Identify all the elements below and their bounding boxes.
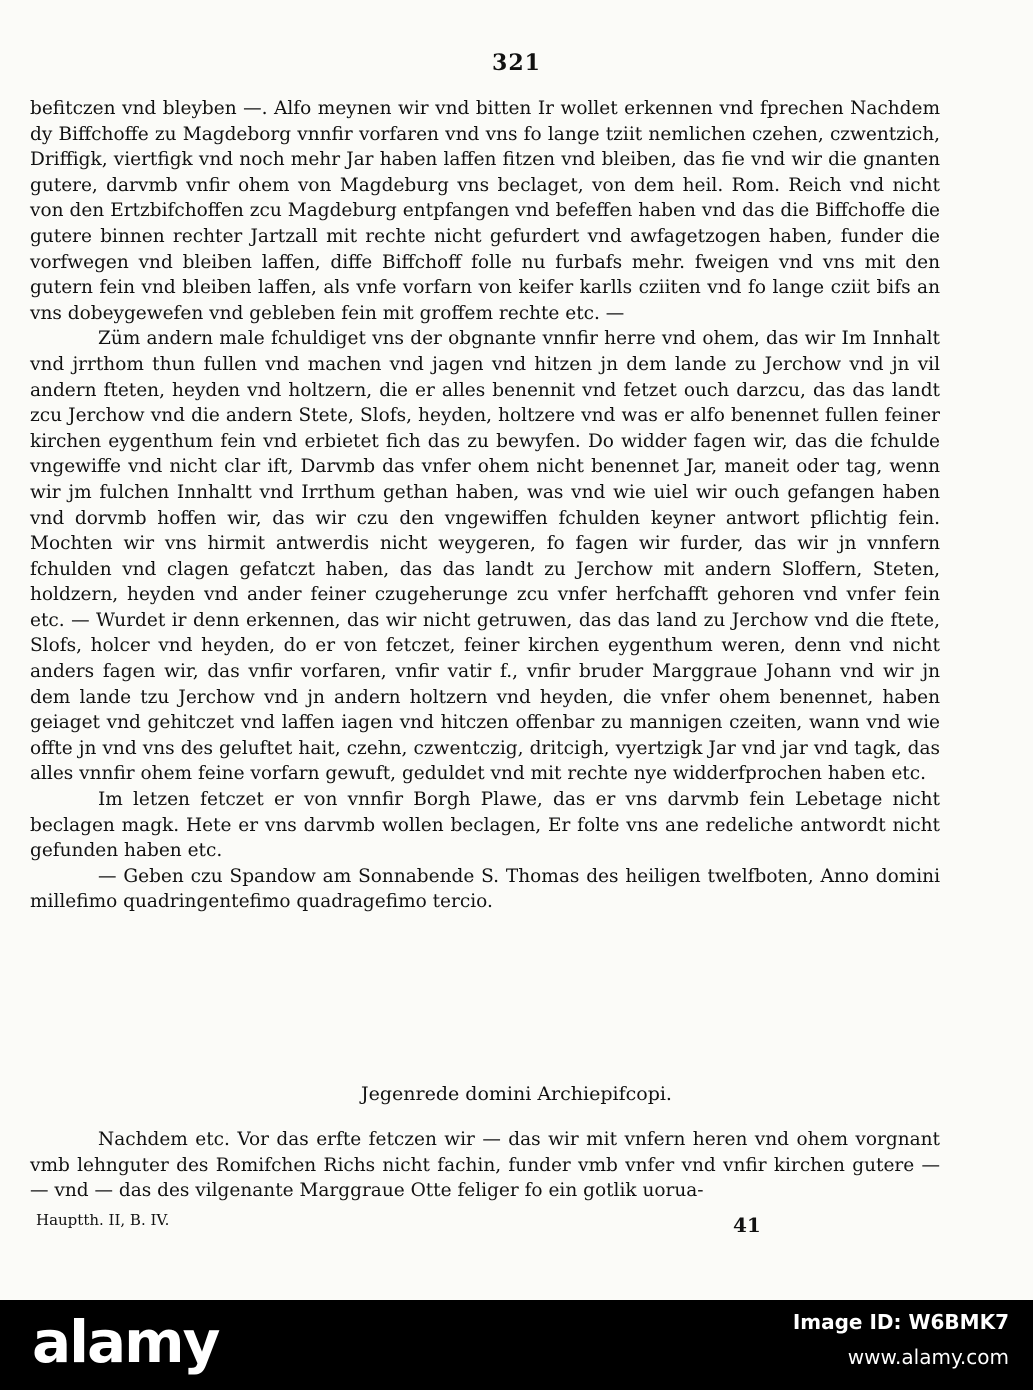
main-text-block — [30, 96, 940, 915]
page-number: 321 — [492, 50, 541, 76]
paragraph-2: Züm andern male fchuldiget vns der obgnante vnnfir herre vnd ohem, das wir Im Innhalt vnd jrrthom thun fullen vnd machen vnd jagen vnd hitzen jn dem lande zu Jerchow vnd jn vil andern fteten, heyden vnd holtzern, die er alles benennit vnd fetzet ouch darzcu, das das landt zcu Jerchow vnd die andern Stete, Slofs, heyden, holtzere vnd was er alfo benennet fullen feiner kirchen eygenthum fein vnd erbietet fich das zu bewyfen. Do widder fagen wir, das die fchulde vngewiffe vnd nicht clar ift, Darvmb das vnfer ohem nicht benennet Jar, maneit oder tag, wenn wir jm fulchen Innhaltt vnd Irrthum gethan haben, was vnd wie uiel wir ouch gefangen haben vnd dorvmb hoffen wir, das wir czu den vngewiffen fchulden keyner antwort pflichtig fein. Mochten wir vns hirmit antwerdis nicht weygeren, fo fagen wir furder, das wir jn vnnfern fchulden vnd clagen gefatczt haben, das das landt zu Jerchow mit andern Sloffern, Steten, holdzern, heyden vnd ander feiner czugeherunge zcu vnfer herfchafft gehoren vnd vnfer fein etc. — Wurdet ir denn erkennen, das wir nicht getruwen, das das land zu Jerchow vnd die ftete, Slofs, holcer vnd heyden, do er von fetczet, feiner kirchen eygenthum weren, denn vnd nicht anders fagen wir, das vnfir vorfaren, vnfir vatir f., vnfir bruder Marggraue Johann vnd wir jn dem lande tzu Jerchow vnd jn andern holtzern vnd heyden, die vnfer ohem benennet, haben geiaget vnd gehitczet vnd laffen iagen vnd hitczen offenbar zu mannigen czeiten, wann vnd wie offte jn vnd vns des geluftet hait, czehn, czwentczig, dritcigh, vyertzigk Jar vnd jar vnd tagk, das alles vnnfir ohem feine vorfarn gewuft, geduldet vnd mit rechte nye widderfprochen haben etc. — [30, 328, 940, 785]
watermark-url: www.alamy.com — [847, 1345, 1009, 1369]
paragraph-4: — Geben czu Spandow am Sonnabende S. Thomas des heiligen twelfboten, Anno domini millefimo quadringentefimo quadragefimo tercio. — [30, 865, 940, 913]
answer-text-block — [30, 1127, 940, 1204]
footer-sheet-number: 41 — [733, 1213, 761, 1237]
watermark-image-id: Image ID: W6BMK7 — [792, 1310, 1009, 1334]
watermark-logo: alamy — [32, 1308, 219, 1376]
paragraph-3: Im letzen fetczet er von vnnfir Borgh Plawe, das er vns darvmb fein Lebetage nicht beclagen magk. Hete er vns darvmb wollen beclagen, Er folte vns ane redeliche antwordt nicht gefunden haben etc. — [30, 789, 940, 862]
section-heading: Jegenrede domini Archiepifcopi. — [361, 1083, 672, 1105]
footer-signature: Hauptth. II, B. IV. — [36, 1211, 170, 1229]
answer-paragraph: Nachdem etc. Vor das erfte fetczen wir — das wir mit vnfern heren vnd ohem vorgnant vmb lehnguter des Romifchen Richs nicht fachin, funder vmb vnfer vnd vnfir kirchen gutere — — vnd — das des vilgenante Marggraue Otte feliger fo ein gotlik uorua- — [30, 1129, 940, 1202]
paragraph-1: befitczen vnd bleyben —. Alfo meynen wir vnd bitten Ir wollet erkennen vnd fprechen Nachdem dy Biffchoffe zu Magdeborg vnnfir vorfaren vnd vns fo lange tziit nemlichen czehen, czwentzich, Driffigk, viertfigk vnd noch mehr Jar haben laffen fitzen vnd bleiben, das fie vnd wir die gnanten gutere, darvmb vnfir ohem von Magdeburg vns beclaget, von dem heil. Rom. Reich vnd nicht von den Ertzbifchoffen zcu Magdeburg entpfangen vnd befeffen haben vnd das die Biffchoffe die gutere binnen rechter Jartzall mit rechte nicht gefurdert vnd awfagetzogen haben, funder die vorfwegen vnd bleiben laffen, diffe Biffchoff folle nu furbafs mehr. fweigen vnd vns mit den gutern fein vnd bleiben laffen, als vnfe vorfarn von keifer karlls cziiten vnd fo lange cziit bifs an vns dobeygewefen vnd gebleben fein mit groffem rechte etc. — — [30, 98, 940, 324]
